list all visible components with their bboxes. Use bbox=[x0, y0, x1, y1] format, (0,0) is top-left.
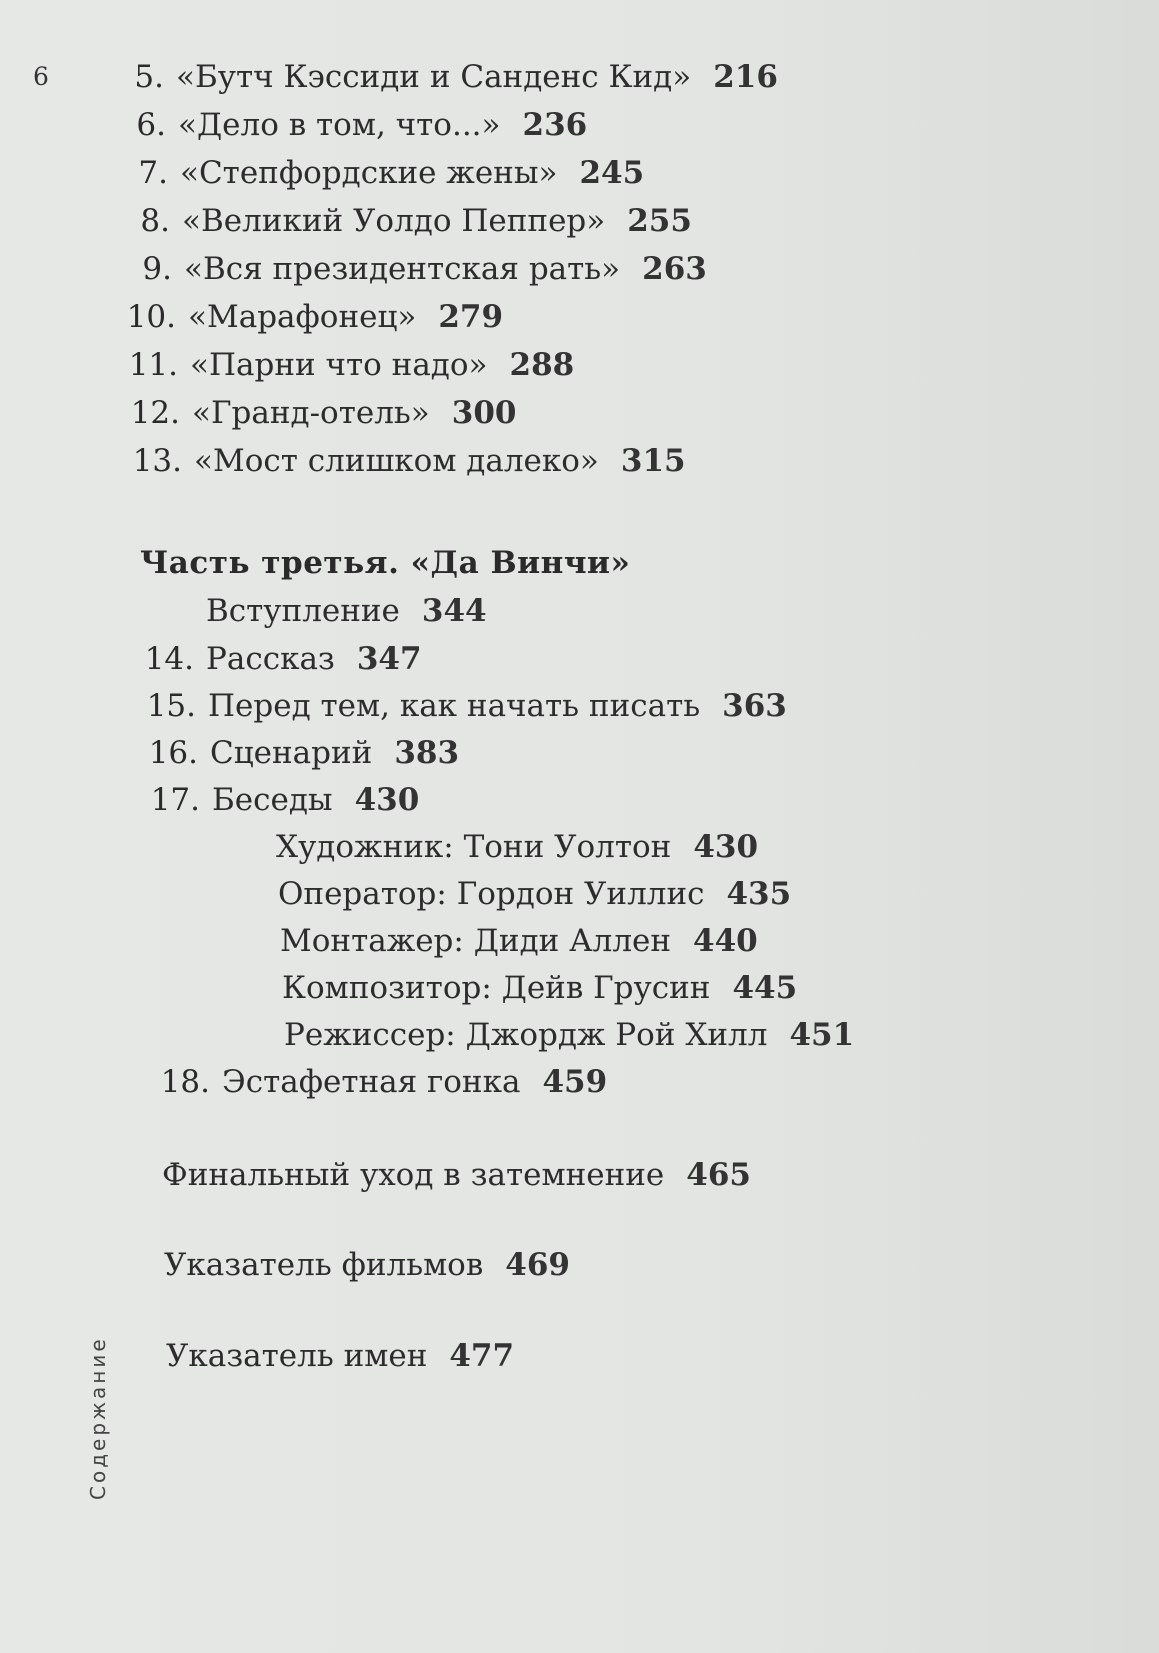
entry-page: 469 bbox=[505, 1247, 571, 1283]
entry-number: 18. bbox=[160, 1064, 210, 1100]
entry-number: 10. bbox=[126, 299, 176, 335]
entry-number: 14. bbox=[144, 641, 194, 677]
entry-page: 430 bbox=[693, 829, 759, 865]
toc-entry bbox=[132, 443, 686, 479]
side-running-title: Содержание bbox=[86, 1336, 110, 1500]
entry-number: 12. bbox=[130, 395, 180, 431]
entry-title: Вступление bbox=[206, 593, 400, 629]
entry-page: 440 bbox=[693, 923, 758, 959]
entry-page: 445 bbox=[732, 970, 798, 1006]
entry-title: Монтажер: Диди Аллен bbox=[280, 923, 672, 959]
entry-page: 363 bbox=[722, 688, 787, 724]
entry-page: 347 bbox=[356, 641, 422, 677]
entry-page: 430 bbox=[354, 782, 420, 818]
entry-number: 7. bbox=[138, 155, 168, 191]
toc-entry bbox=[130, 155, 645, 191]
entry-page: 288 bbox=[509, 347, 575, 383]
entry-title: «Степфордские жены» bbox=[180, 155, 558, 191]
conversation-entry bbox=[276, 829, 759, 865]
entry-page: 216 bbox=[713, 59, 778, 95]
entry-title: Режиссер: Джордж Рой Хилл bbox=[284, 1017, 768, 1053]
toc-entry bbox=[132, 203, 692, 239]
toc-entry bbox=[128, 347, 575, 383]
entry-title: Оператор: Гордон Уиллис bbox=[278, 876, 705, 912]
part-heading: Часть третья. «Да Винчи» bbox=[140, 545, 631, 581]
entry-title: Эстафетная гонка bbox=[222, 1064, 521, 1100]
toc-entry bbox=[126, 59, 778, 95]
entry-page: 451 bbox=[789, 1017, 855, 1053]
toc-entry bbox=[160, 1064, 608, 1100]
entry-title: Указатель фильмов bbox=[164, 1247, 484, 1283]
entry-title: Перед тем, как начать писать bbox=[208, 688, 701, 724]
entry-page: 477 bbox=[449, 1338, 515, 1374]
entry-title: «Вся президентская рать» bbox=[184, 251, 621, 287]
conversation-entry bbox=[280, 923, 758, 959]
entry-number: 13. bbox=[132, 443, 182, 479]
page-number: 6 bbox=[33, 62, 49, 91]
entry-page: 245 bbox=[579, 155, 645, 191]
entry-title: «Парни что надо» bbox=[190, 347, 488, 383]
toc-entry bbox=[206, 593, 487, 629]
entry-page: 344 bbox=[421, 593, 487, 629]
entry-number: 9. bbox=[142, 251, 172, 287]
entry-title: «Дело в том, что...» bbox=[178, 107, 501, 143]
toc-entry bbox=[166, 1338, 515, 1374]
entry-page: 435 bbox=[726, 876, 792, 912]
toc-entry bbox=[164, 1247, 571, 1283]
entry-number: 16. bbox=[148, 735, 198, 771]
entry-title: Художник: Тони Уолтон bbox=[276, 829, 672, 865]
entry-title: Композитор: Дейв Грусин bbox=[282, 970, 711, 1006]
toc-entry bbox=[148, 735, 460, 771]
entry-number: 15. bbox=[146, 688, 196, 724]
entry-number: 11. bbox=[128, 347, 178, 383]
entry-page: 315 bbox=[620, 443, 686, 479]
toc-entry bbox=[162, 1157, 751, 1193]
entry-title: «Великий Уолдо Пеппер» bbox=[182, 203, 606, 239]
toc-entry bbox=[134, 251, 707, 287]
entry-title: Указатель имен bbox=[166, 1338, 428, 1374]
conversation-entry bbox=[278, 876, 792, 912]
entry-title: «Бутч Кэссиди и Санденс Кид» bbox=[176, 59, 692, 95]
entry-title: Сценарий bbox=[210, 735, 373, 771]
entry-page: 459 bbox=[542, 1064, 608, 1100]
entry-title: Беседы bbox=[212, 782, 333, 818]
toc-entry bbox=[144, 641, 422, 677]
entry-page: 300 bbox=[451, 395, 517, 431]
entry-page: 279 bbox=[438, 299, 504, 335]
entry-title: Рассказ bbox=[206, 641, 335, 677]
entry-title: Финальный уход в затемнение bbox=[162, 1157, 665, 1193]
entry-page: 465 bbox=[686, 1157, 751, 1193]
entry-number: 8. bbox=[140, 203, 170, 239]
entry-title: «Гранд-отель» bbox=[192, 395, 430, 431]
entry-number: 17. bbox=[150, 782, 200, 818]
entry-title: «Мост слишком далеко» bbox=[194, 443, 599, 479]
toc-entry bbox=[150, 782, 420, 818]
entry-page: 263 bbox=[642, 251, 707, 287]
toc-entry bbox=[130, 395, 517, 431]
conversation-entry bbox=[284, 1017, 855, 1053]
entry-title: «Марафонец» bbox=[188, 299, 417, 335]
conversation-entry bbox=[282, 970, 798, 1006]
entry-page: 383 bbox=[394, 735, 460, 771]
entry-page: 255 bbox=[627, 203, 692, 239]
toc-entry bbox=[126, 299, 504, 335]
toc-entry bbox=[146, 688, 787, 724]
entry-number: 6. bbox=[136, 107, 166, 143]
entry-page: 236 bbox=[522, 107, 588, 143]
toc-entry bbox=[128, 107, 588, 143]
entry-number: 5. bbox=[134, 59, 164, 95]
